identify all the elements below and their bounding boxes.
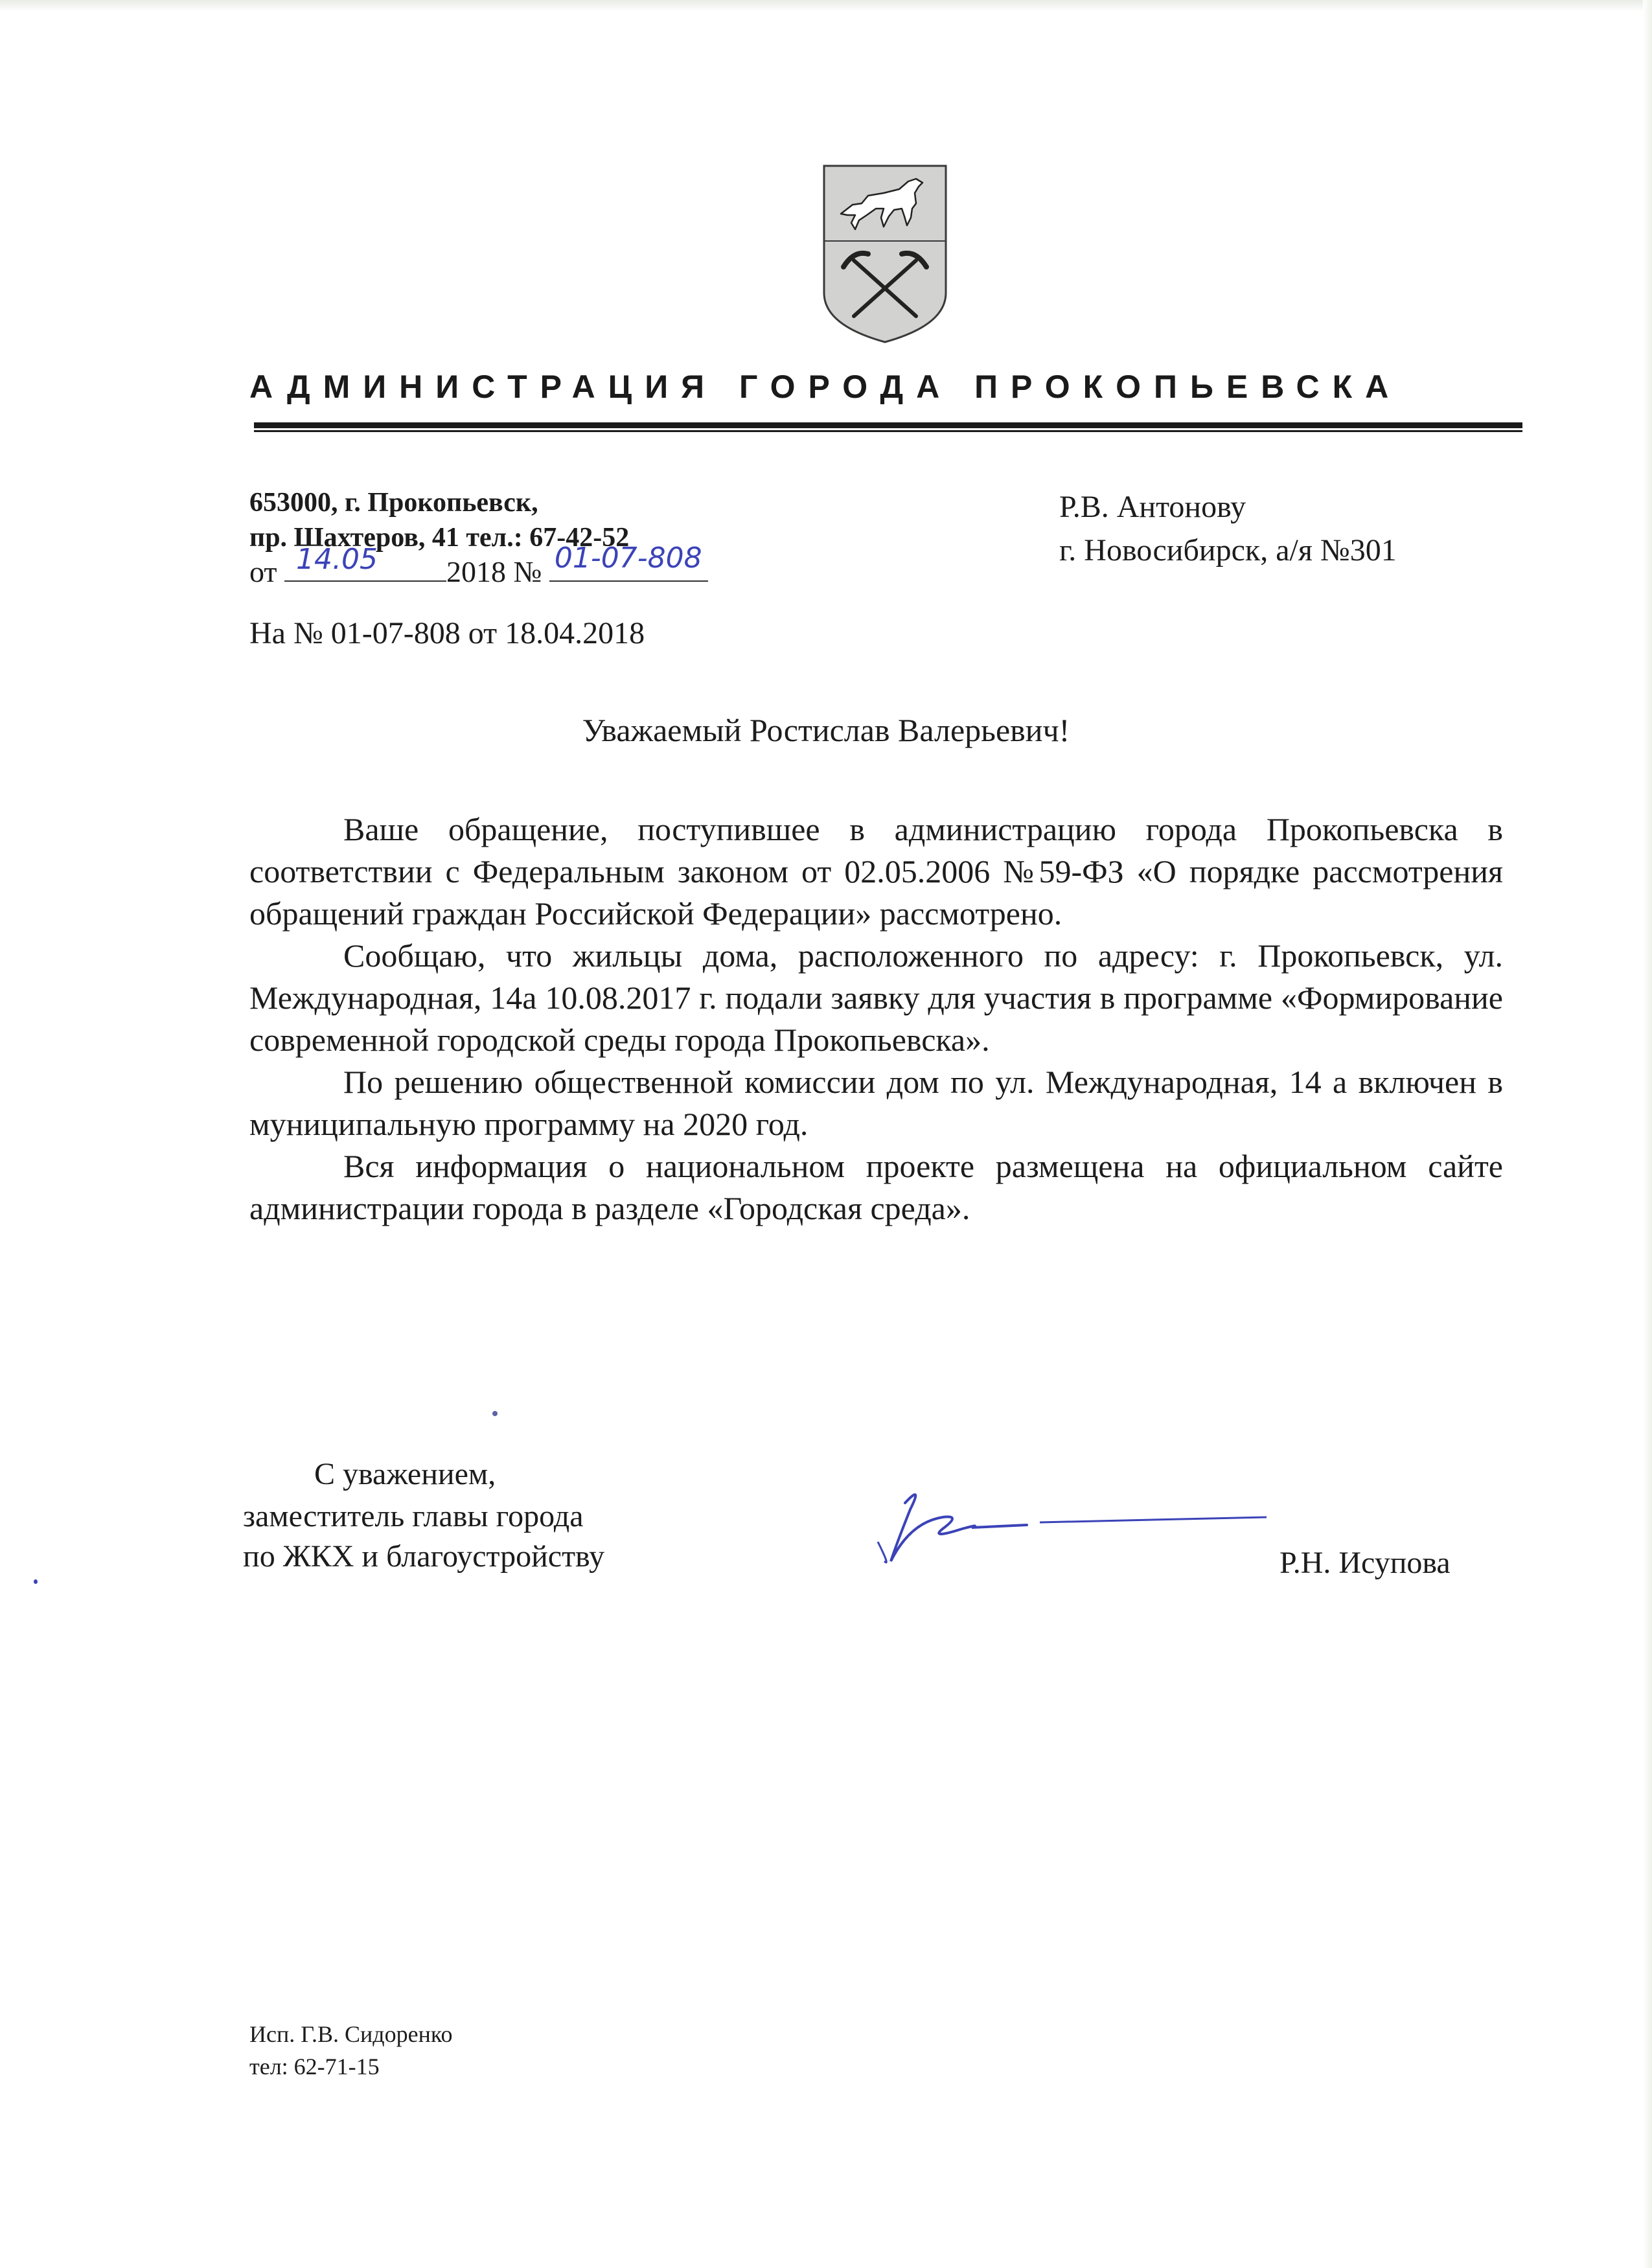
scan-edge-right [1643, 0, 1652, 2268]
body-paragraph: Сообщаю, что жильцы дома, расположенного по адресу: г. Прокопьевск, ул. Международная, 14а 10.08.2017 г. подали заявку для участия в программе «Формирование современной городской среды города Прокопьевска». [249, 937, 1503, 1058]
body-paragraph: Вся информация о национальном проекте размещена на официальном сайте администрации города в разделе «Городская среда». [249, 1148, 1503, 1226]
recipient-address: г. Новосибирск, а/я №301 [1059, 533, 1397, 567]
date-handwritten: 14.05 [296, 543, 378, 576]
salutation: Уважаемый Ростислав Валерьевич! [582, 712, 1070, 748]
sender-address-line1: 653000, г. Прокопьевск, [249, 488, 538, 518]
executor-name: Исп. Г.В. Сидоренко [249, 2021, 453, 2047]
reply-reference: На № 01-07-808 от 18.04.2018 [249, 616, 645, 650]
letter-body [249, 808, 1503, 1230]
scan-speck [492, 1411, 498, 1416]
number-field [549, 542, 708, 582]
closing-phrase: С уважением, [314, 1457, 496, 1491]
signer-name: Р.Н. Исупова [1279, 1546, 1451, 1580]
coat-of-arms-emblem [821, 163, 948, 345]
header-divider [254, 422, 1522, 433]
number-handwritten: 01-07-808 [554, 542, 702, 575]
sender-address-line2: пр. Шахтеров, 41 тел.: 67-42-52 [249, 523, 630, 553]
handwritten-signature [865, 1477, 1279, 1581]
executor-phone: тел: 62-71-15 [249, 2054, 380, 2079]
outgoing-date-row [249, 542, 708, 589]
year-number-label: 2018 № [446, 555, 542, 588]
body-paragraph: По решению общественной комиссии дом по ул. Международная, 14 а включен в муниципальную программу на 2020 год. [249, 1064, 1503, 1142]
date-field [284, 543, 446, 582]
organization-title: АДМИНИСТРАЦИЯ ГОРОДА ПРОКОПЬЕВСКА [249, 369, 1402, 405]
signer-title-line1: заместитель главы города [243, 1499, 584, 1533]
scan-speck [34, 1579, 38, 1584]
signer-title-line2: по ЖКХ и благоустройству [243, 1539, 605, 1574]
executor-info [249, 2018, 453, 2083]
body-paragraph: Ваше обращение, поступившее в администрацию города Прокопьевска в соответствии с Федеральным законом от 02.05.2006 №59-ФЗ «О порядке рассмотрения обращений граждан Российской Федерации» рассмотрено. [249, 811, 1503, 932]
date-prefix: от [249, 555, 277, 588]
recipient-name: Р.В. Антонову [1059, 490, 1246, 524]
scan-edge-top [0, 0, 1652, 12]
